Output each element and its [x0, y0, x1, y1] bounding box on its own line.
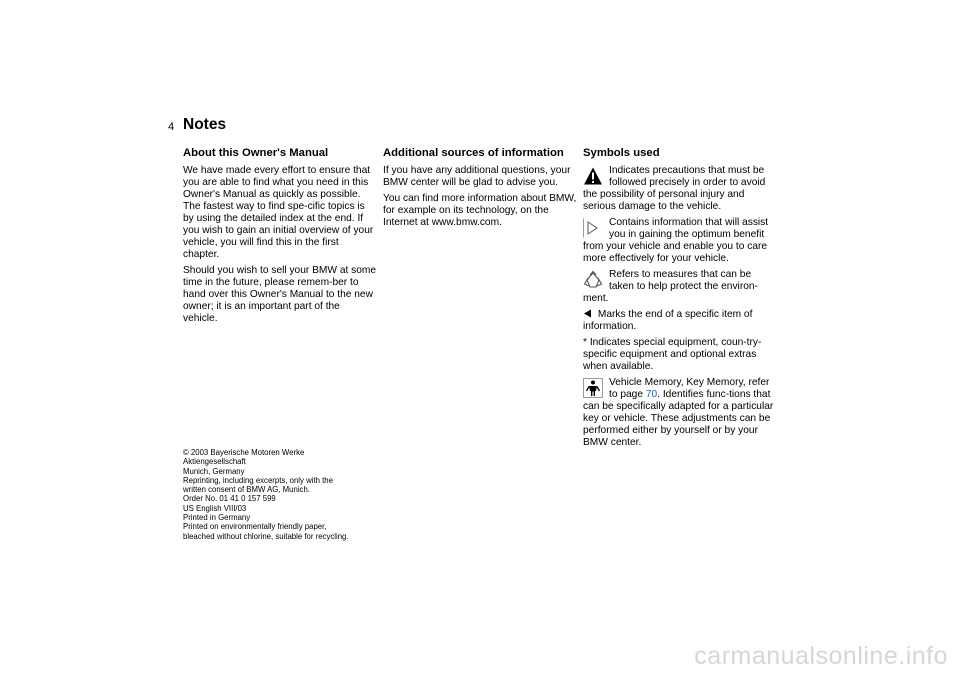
paragraph-about-1: We have made every effort to ensure that you are able to find what you need in this Owner's Manual as quickly as possible. The fastest way to find spe-cific topics is by using the detailed index at the end. If you wish to gain an initial overview of your vehicle, you will find this in the first chapter.: [183, 165, 374, 260]
column-about-manual: [183, 146, 377, 329]
person-memory-icon: [583, 378, 603, 398]
symbol-warning: [583, 165, 777, 213]
warning-triangle-icon: [583, 166, 603, 186]
heading-about-manual: About this Owner's Manual: [183, 147, 329, 159]
symbol-special-equipment: [583, 337, 777, 373]
paragraph-sources-2: You can find more information about BMW, for example on its technology, on the Internet at www.bmw.com.: [383, 193, 577, 228]
special-equipment-bullet: *: [583, 337, 587, 348]
heading-symbols-used: Symbols used: [583, 147, 660, 159]
symbol-info: [583, 217, 777, 265]
column-symbols-used: [583, 146, 777, 453]
symbol-environment: [583, 269, 777, 305]
watermark: carmanualsonline.info: [694, 642, 948, 670]
symbol-memory: [583, 377, 777, 449]
heading-additional-sources: Additional sources of information: [383, 147, 564, 159]
page-number: 4: [168, 121, 175, 133]
column-additional-sources: [383, 146, 577, 233]
paragraph-sources-1: If you have any additional questions, your BMW center will be glad to advise you.: [383, 165, 571, 188]
imprint-notice: © 2003 Bayerische Motoren Werke Aktiengesellschaft Munich, Germany Reprinting, including excerpts, only with the written consent of BMW AG, Munich. Order No. 01 41 0 157 599 US English VIII/03 Printed in Germany Printed on environmentally friendly paper, bleached without chlorine, suitable for recycling.: [183, 448, 349, 541]
arrow-triangle-icon: [583, 218, 603, 238]
end-marker-icon: [583, 309, 592, 318]
symbol-info-text: Contains information that will assist you in gaining the optimum benefit from your vehicle and enable you to care more effectively for your vehicle.: [583, 217, 769, 264]
symbol-environment-text: Refers to measures that can be taken to help protect the environ-ment.: [583, 269, 758, 304]
symbol-end-mark-text: Marks the end of a specific item of information.: [583, 309, 753, 332]
symbol-special-text: Indicates special equipment, coun-try-specific equipment and optional extras when available.: [583, 337, 762, 372]
page-title: Notes: [183, 116, 227, 133]
symbol-memory-text-before: Vehicle Memory, Key Memory, refer to page: [609, 377, 770, 400]
symbol-memory-text-after: . Identifies func-tions that can be specifically adapted for a particular key or vehicle. These adjustments can be performed either by yourself or by your BMW center.: [583, 389, 774, 448]
recycle-icon: [583, 270, 603, 290]
symbol-warning-text: Indicates precautions that must be followed precisely in order to avoid the possibility of personal injury and serious damage to the vehicle.: [583, 165, 766, 212]
page-70-link[interactable]: 70: [645, 389, 658, 400]
paragraph-about-2: Should you wish to sell your BMW at some time in the future, please remem-ber to hand over this Owner's Manual to the new owner; it is an important part of the vehicle.: [183, 265, 377, 324]
symbol-end-mark: [583, 309, 777, 333]
